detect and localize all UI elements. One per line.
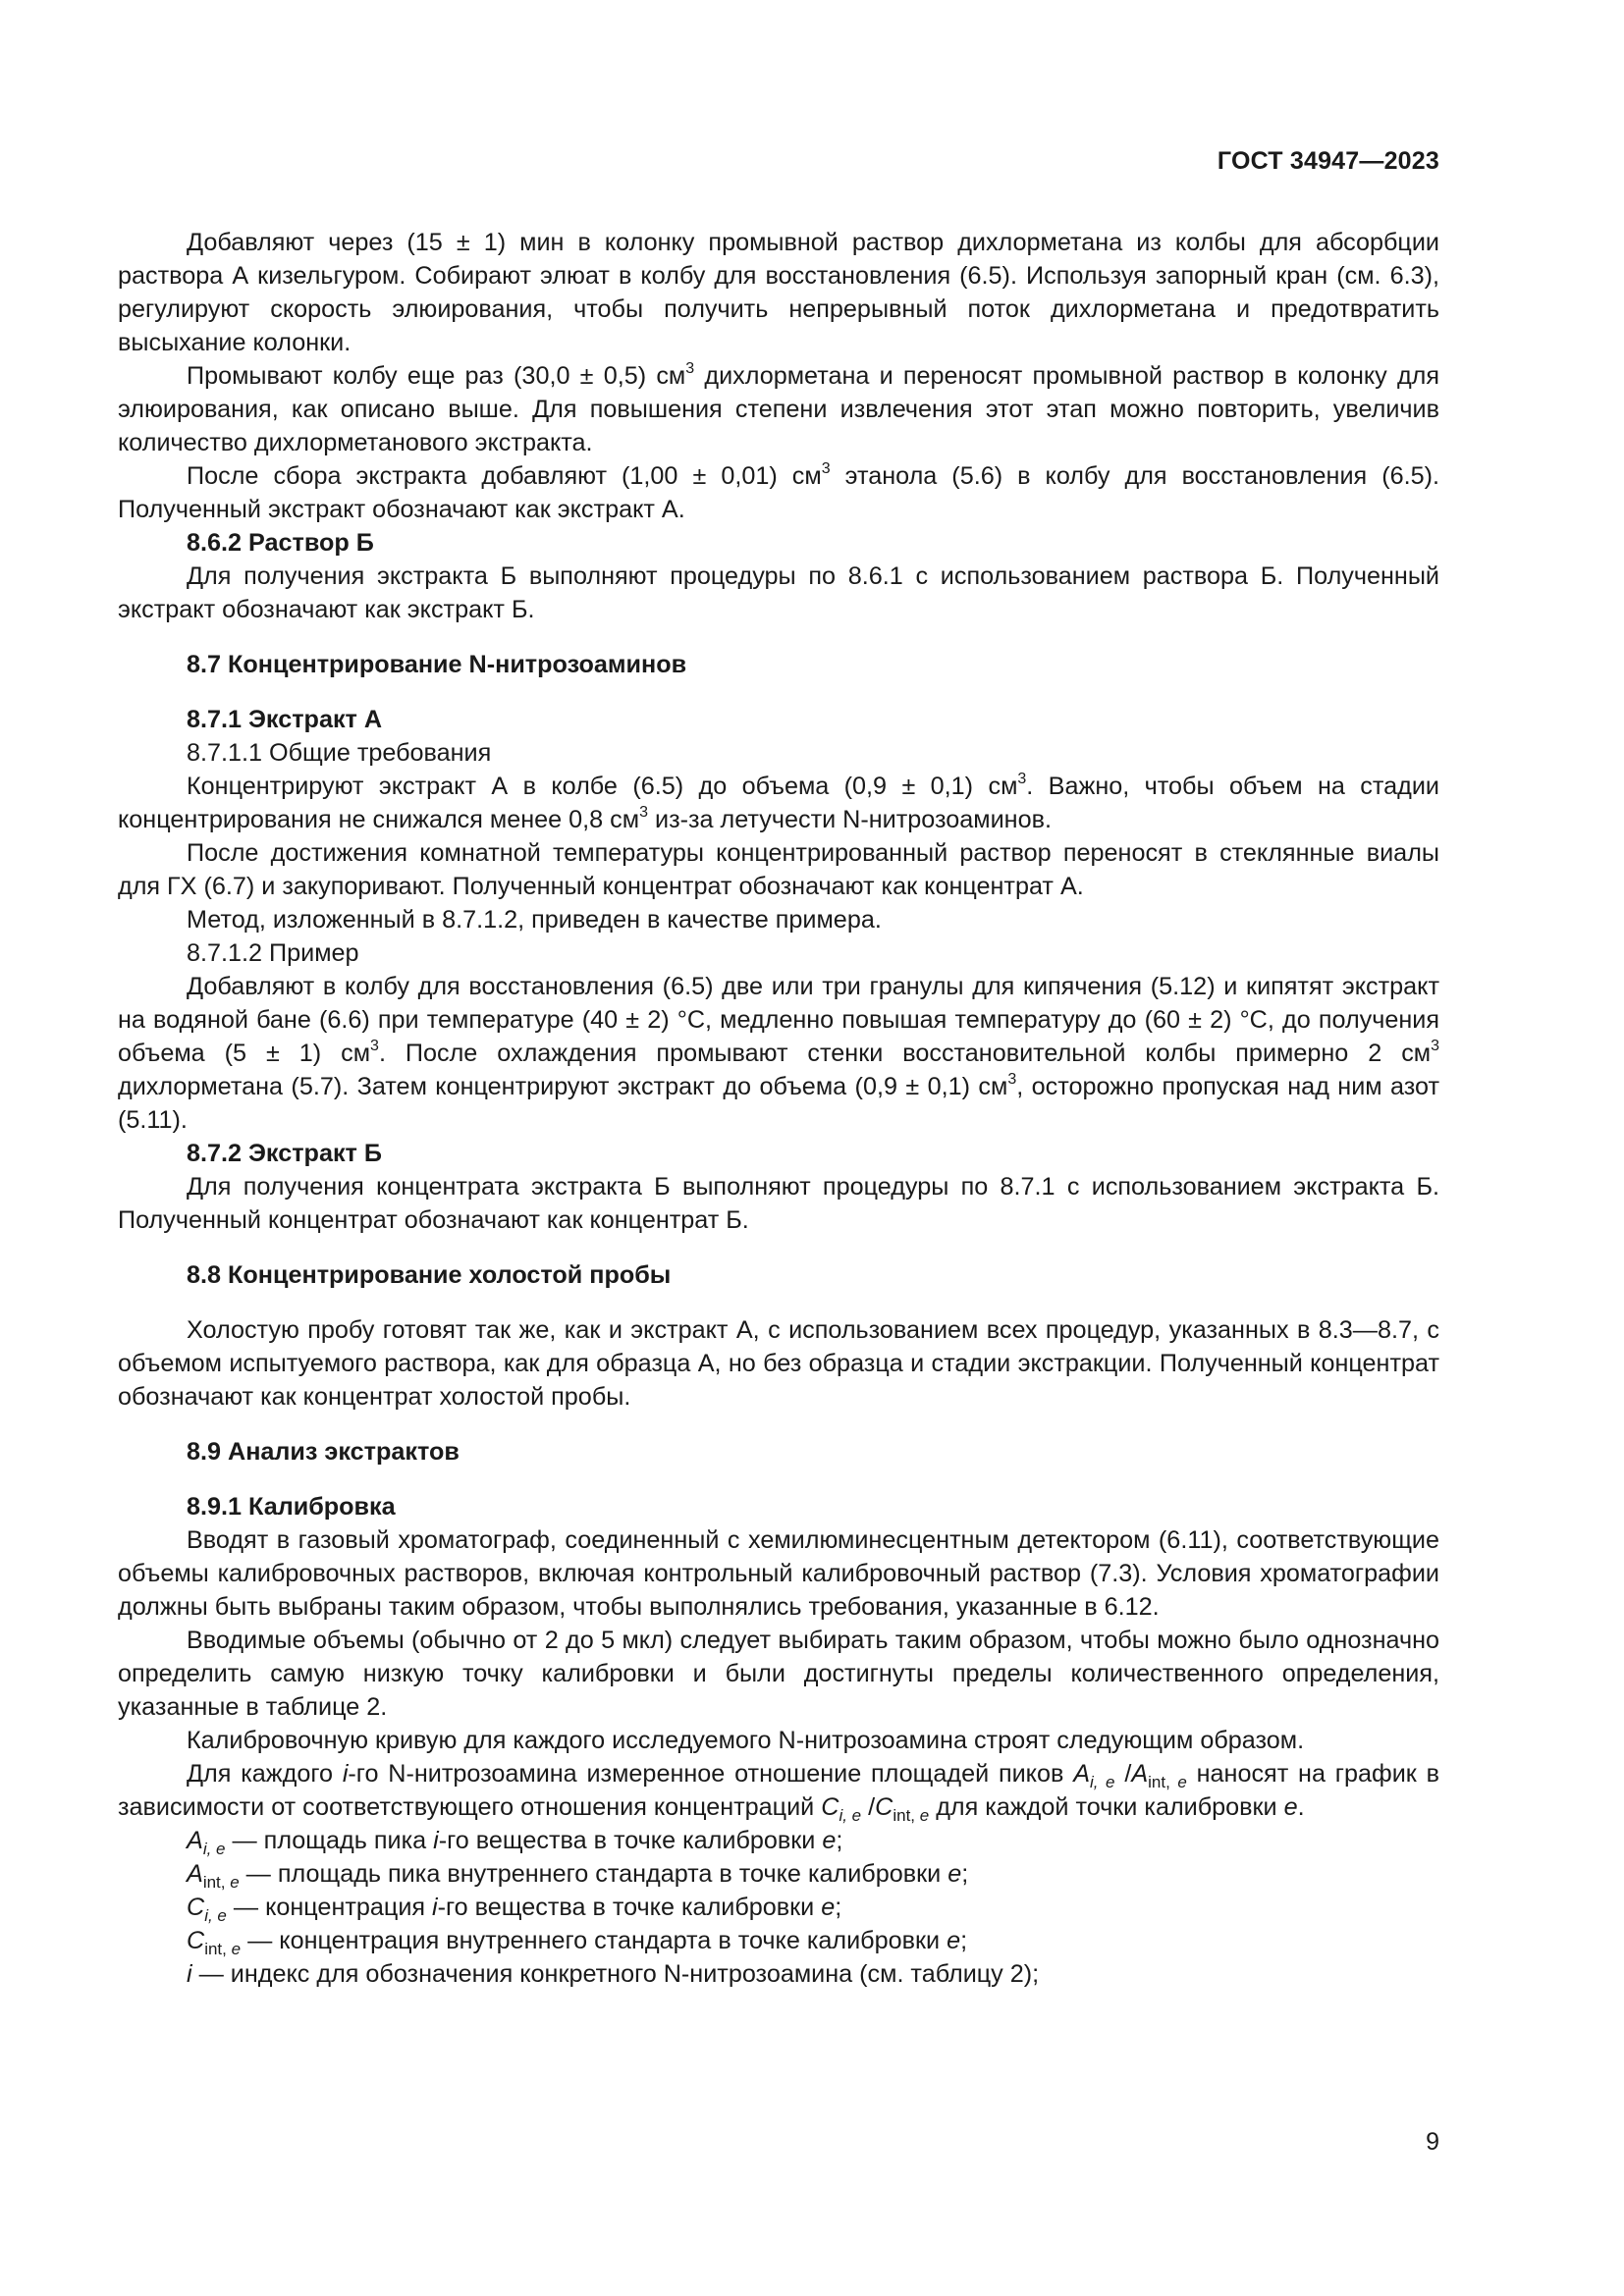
- definitions-list: [118, 1824, 1439, 1991]
- paragraph: После достижения комнатной температуры концентрированный раствор переносят в стеклянные виалы для ГХ (6.7) и закупоривают. Полученный концентрат обозначают как концентрат А.: [118, 839, 1439, 900]
- subsection-title: 8.7.1.1 Общие требования: [187, 739, 492, 767]
- paragraph: Добавляют в колбу для восстановления (6.5) две или три гранулы для кипячения (5.12) и кипятят экстракт на водяной бане (6.6) при температуре (40 ± 2) °С, медленно повышая температуру до (60 ± 2) °С, до получения объема (5 ± 1) $см^3$. После охлаждения промывают стенки восстановительной колбы примерно 2 $см^3$ дихлорметана (5.7). Затем концентрируют экстракт до объема (0,9 ± 0,1) $см^3$, осторожно пропуская над ним азот (5.11).: [118, 973, 1440, 1134]
- section-heading-8-6-2: 8.6.2 Раствор Б: [187, 529, 374, 557]
- document-id: ГОСТ 34947—2023: [1217, 147, 1439, 175]
- paragraph: Концентрируют экстракт А в колбе (6.5) до объема (0,9 ± 0,1) $см^3$. Важно, чтобы объем на стадии концентрирования не снижался менее 0,8 $см^3$ из-за летучести N-нитрозоаминов.: [118, 770, 1440, 833]
- paragraph: Метод, изложенный в 8.7.1.2, приведен в качестве примера.: [187, 906, 882, 934]
- definition-item: $A_{i, e}$ — площадь пика i-го вещества в точке калибровки e;: [187, 1827, 843, 1859]
- section-heading-8-8: 8.8 Концентрирование холостой пробы: [187, 1261, 672, 1289]
- paragraph: Для каждого i-го N-нитрозоамина измеренное отношение площадей пиков $A_{i, e}$ $/A_{int, e}$ наносят на график в зависимости от соответствующего отношения концентраций $C_{i, e}$ $/C_{int, e}$ для каждой точки калибровки e.: [118, 1760, 1439, 1826]
- page-body: [118, 226, 1439, 1991]
- paragraph: Для получения экстракта Б выполняют процедуры по 8.6.1 с использованием раствора Б. Полученный экстракт обозначают как экстракт Б.: [118, 562, 1439, 623]
- paragraph: Добавляют через (15 ± 1) мин в колонку промывной раствор дихлорметана из колбы для абсорбции раствора А кизельгуром. Собирают элюат в колбу для восстановления (6.5). Используя запорный кран (см. 6.3), регулируют скорость элюирования, чтобы получить непрерывный поток дихлорметана и предотвратить высыхание колонки.: [118, 229, 1439, 356]
- paragraph: Для получения концентрата экстракта Б выполняют процедуры по 8.7.1 с использованием экстракта Б. Полученный концентрат обозначают как концентрат Б.: [118, 1173, 1439, 1234]
- definition-item: i — индекс для обозначения конкретного N-нитрозоамина (см. таблицу 2);: [187, 1960, 1040, 1988]
- paragraph: Вводят в газовый хроматограф, соединенный с хемилюминесцентным детектором (6.11), соответствующие объемы калибровочных растворов, включая контрольный калибровочный раствор (7.3). Условия хроматографии должны быть выбраны таким образом, чтобы выполнялись требования, указанные в 6.12.: [118, 1526, 1439, 1621]
- section-heading-8-7-2: 8.7.2 Экстракт Б: [187, 1140, 382, 1167]
- paragraph: Промывают колбу еще раз (30,0 ± 0,5) $см^3$ дихлорметана и переносят промывной раствор в колонку для элюирования, как описано выше. Для повышения степени извлечения этот этап можно повторить, увеличив количество дихлорметанового экстракта.: [118, 359, 1439, 456]
- page-number: 9: [1426, 2128, 1439, 2156]
- section-heading-8-7: 8.7 Концентрирование N-нитрозоаминов: [187, 651, 687, 678]
- paragraph: Холостую пробу готовят так же, как и экстракт А, с использованием всех процедур, указанных в 8.3—8.7, с объемом испытуемого раствора, как для образца А, но без образца и стадии экстракции. Полученный концентрат обозначают как концентрат холостой пробы.: [118, 1316, 1439, 1411]
- section-heading-8-7-1: 8.7.1 Экстракт А: [187, 706, 383, 733]
- section-heading-8-9-1: 8.9.1 Калибровка: [187, 1493, 396, 1521]
- definition-item: $C_{int, e}$ — концентрация внутреннего стандарта в точке калибровки e;: [187, 1927, 968, 1959]
- section-heading-8-9: 8.9 Анализ экстрактов: [187, 1438, 460, 1466]
- subsection-title: 8.7.1.2 Пример: [187, 939, 359, 967]
- definition-item: $C_{i, e}$ — концентрация i-го вещества в точке калибровки e;: [187, 1894, 842, 1926]
- paragraph: После сбора экстракта добавляют (1,00 ± 0,01) $см^3$ этанола (5.6) в колбу для восстановления (6.5). Полученный экстракт обозначают как экстракт А.: [118, 459, 1439, 523]
- paragraph: Вводимые объемы (обычно от 2 до 5 мкл) следует выбирать таким образом, чтобы можно было однозначно определить самую низкую точку калибровки и были достигнуты пределы количественного определения, указанные в таблице 2.: [118, 1627, 1439, 1721]
- paragraph: Калибровочную кривую для каждого исследуемого N-нитрозоамина строят следующим образом.: [187, 1727, 1305, 1754]
- definition-item: $A_{int, e}$ — площадь пика внутреннего стандарта в точке калибровки e;: [187, 1860, 969, 1893]
